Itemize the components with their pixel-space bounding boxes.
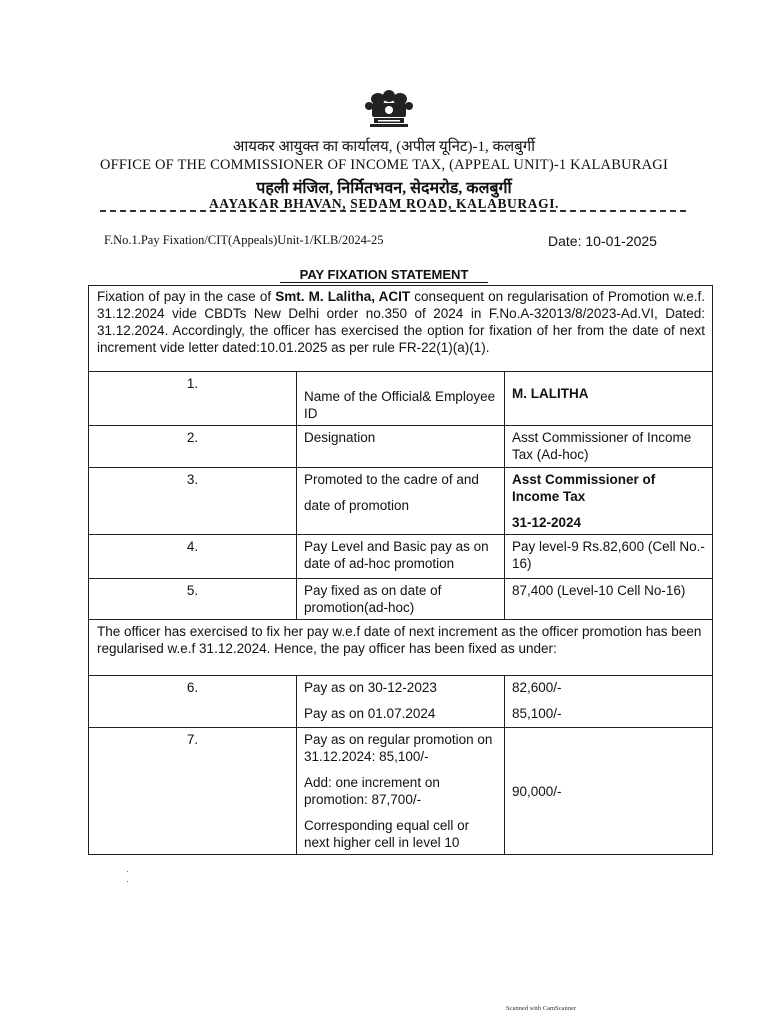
row-label: Corresponding equal cell or next higher cell in level 10 [304,818,470,850]
table-row: 5. Pay fixed as on date of promotion(ad-hoc) 87,400 (Level-10 Cell No-16) [89,579,713,620]
file-number: F.No.1.Pay Fixation/CIT(Appeals)Unit-1/KLB/2024-25 [104,233,384,247]
office-title-hindi: आयकर आयुक्त का कार्यालय, (अपील यूनिट)-1, कलबुर्गी [232,139,536,155]
table-row: 4. Pay Level and Basic pay as on date of ad-hoc promotion Pay level-9 Rs.82,600 (Cell No.- 16) [89,535,713,579]
table-row: 2. Designation Asst Commissioner of Income Tax (Ad-hoc) [89,426,713,468]
table-row: 7. Pay as on regular promotion on 31.12.2024: 85,100/- Add: one increment on promotion: 87,700/- Corresponding equal cell or next higher cell in level 10 90,000/- [89,728,713,855]
table-row: 6. Pay as on 30-12-2023 Pay as on 01.07.2024 82,600/- 85,100/- [89,676,713,728]
row-label: Pay Level and Basic pay as on date of ad-hoc promotion [297,535,505,579]
promoted-cadre-value: Asst Commissioner of Income Tax [512,472,656,504]
intro-row [89,286,713,372]
row-label: Pay as on regular promotion on 31.12.2024: 85,100/- [304,732,493,764]
scan-marks: · · [126,866,129,886]
pay-fixed-value: 87,400 (Level-10 Cell No-16) [505,579,713,620]
pay-fixation-table [88,285,713,855]
row-label: Designation [297,426,505,468]
pay-level-value: Pay level-9 Rs.82,600 (Cell No.- 16) [505,535,713,579]
pay-value: 82,600/- [512,680,562,695]
intro-paragraph: Fixation of pay in the case of Smt. M. Lalitha, ACIT consequent on regularisation of Promotion w.e.f. 31.12.2024 vide CBDTs New Delhi order no.350 of 2024 in F.No.A-32013/8/2023-Ad.VI, Dated: 31.12.2024. Accordingly, the officer has exercised the option for fixation of her from the date of next increment vide letter dated:10.01.2025 as per rule FR-22(1)(a)(1). [89,286,713,372]
promotion-date-value: 31-12-2024 [512,515,582,530]
row-label: Add: one increment on promotion: 87,700/- [304,775,440,807]
row-label: Name of the Official& Employee ID [304,389,496,421]
title-underline [280,282,488,283]
document-date: Date: 10-01-2025 [548,233,657,249]
row-label: Pay as on 30-12-2023 [304,680,437,695]
row-label: date of promotion [304,498,410,513]
statement-title: PAY FIXATION STATEMENT [299,267,469,282]
header-divider [100,210,686,212]
row-label: Promoted to the cadre of and [304,472,479,487]
employee-name-inline: Smt. M. Lalitha, ACIT [275,289,411,304]
pay-value: 85,100/- [512,706,562,721]
designation-value: Asst Commissioner of Income Tax (Ad-hoc) [505,426,713,468]
national-emblem-icon [360,86,418,132]
fixed-pay-value: 90,000/- [505,728,713,855]
employee-name: M. LALITHA [512,386,589,401]
row-label: Pay fixed as on date of promotion(ad-hoc) [297,579,505,620]
office-title-english: OFFICE OF THE COMMISSIONER OF INCOME TAX, (APPEAL UNIT)-1 KALABURAGI [99,157,669,173]
table-row: 1. Name of the Official& Employee ID M. LALITHA [89,372,713,426]
scanner-watermark: Scanned with CamScanner [505,1005,576,1012]
middle-note-row [89,620,713,676]
middle-note: The officer has exercised to fix her pay w.e.f date of next increment as the officer promotion has been regularised w.e.f 31.12.2024. Hence, the pay officer has been fixed as under: [89,620,713,676]
office-address-hindi: पहली मंजिल, निर्मितभवन, सेदमरोड, कलबुर्गी [256,180,512,197]
table-row: 3. Promoted to the cadre of and date of promotion Asst Commissioner of Income Tax 31-12-2024 [89,468,713,535]
office-address-english: AAYAKAR BHAVAN, SEDAM ROAD, KALABURAGI. [208,196,560,211]
row-label: Pay as on 01.07.2024 [304,706,436,721]
